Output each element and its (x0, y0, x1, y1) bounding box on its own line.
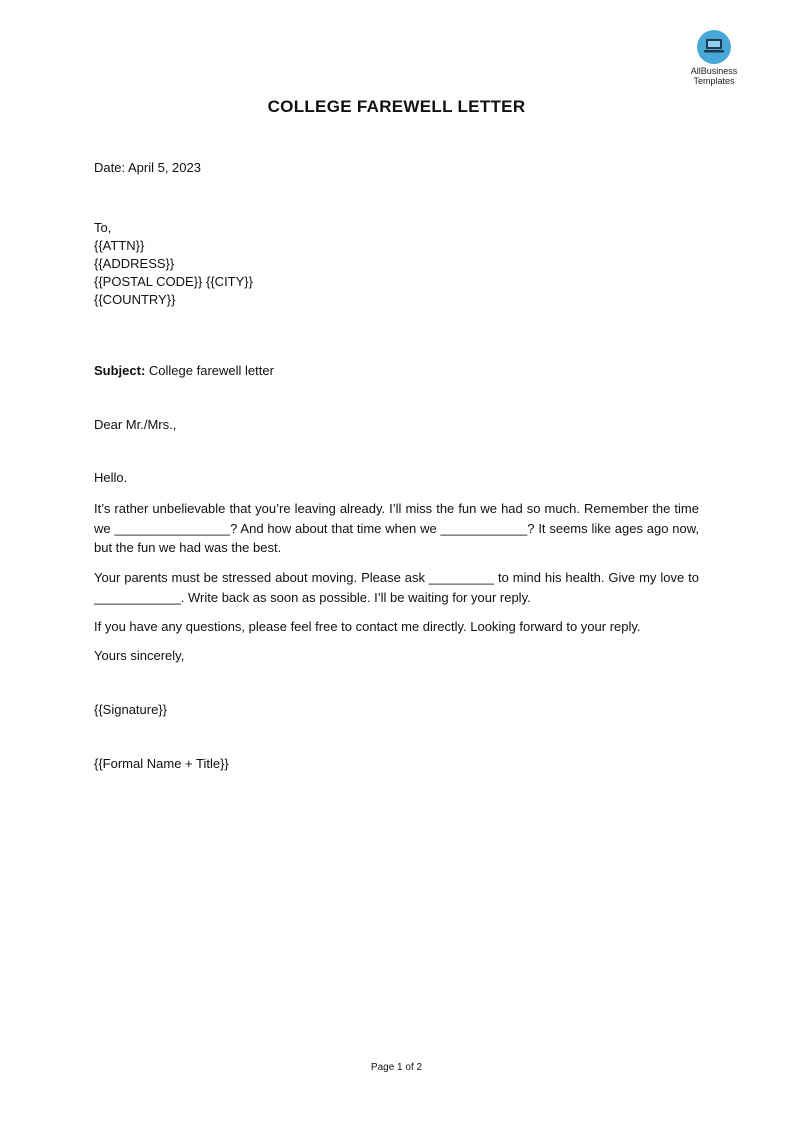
page-number: Page 1 of 2 (370, 1062, 423, 1073)
country-line: {{COUNTRY}} (94, 292, 176, 307)
logo-line-1: AllBusiness (690, 66, 738, 76)
salutation: Dear Mr./Mrs., (94, 417, 177, 432)
greeting: Hello. (94, 470, 128, 485)
to-line: To, (94, 220, 112, 235)
body-paragraph-1: It’s rather unbelievable that you’re leaving already. I’ll miss the fun we had so much. Remember the time we ________________? And how about that time when we ____________? It seems like ages ago now, but the fun we had was the best. (94, 501, 699, 555)
closing: Yours sincerely, (94, 648, 185, 663)
recipient-address (94, 219, 699, 309)
subject-label: Subject: (94, 363, 146, 378)
subject-text: College farewell letter (145, 363, 274, 378)
postal-city-line: {{POSTAL CODE}} {{CITY}} (94, 274, 253, 289)
logo-text (682, 66, 746, 86)
body-paragraph-2: Your parents must be stressed about moving. Please ask _________ to mind his health. Give my love to ____________. Write back as soon as possible. I’ll be waiting for your reply. (94, 570, 699, 605)
formal-name-placeholder: {{Formal Name + Title}} (94, 756, 229, 771)
address-line: {{ADDRESS}} (94, 256, 175, 271)
allbusiness-logo (682, 30, 746, 86)
signature-placeholder: {{Signature}} (94, 702, 168, 717)
body-paragraph-3: If you have any questions, please feel free to contact me directly. Looking forward to your reply. (94, 619, 641, 634)
laptop-icon (697, 30, 731, 64)
logo-line-2: Templates (693, 76, 735, 86)
page-title: COLLEGE FAREWELL LETTER (267, 97, 526, 116)
attn-line: {{ATTN}} (94, 238, 145, 253)
subject-line (94, 362, 699, 380)
date-line: Date: April 5, 2023 (94, 160, 201, 175)
